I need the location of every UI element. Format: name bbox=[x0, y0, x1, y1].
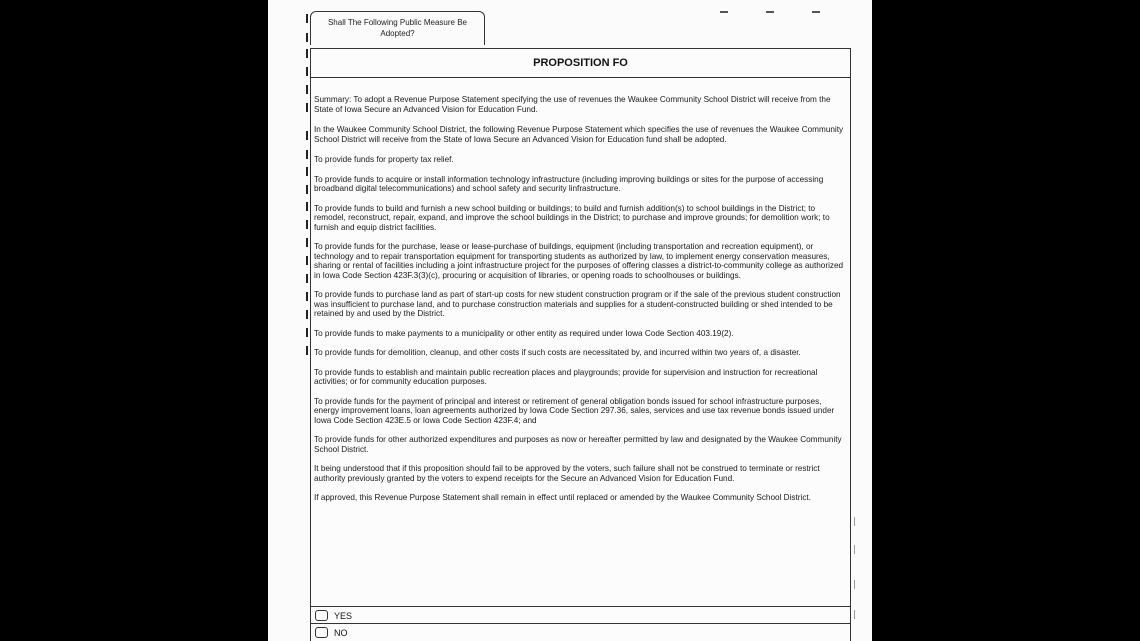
timing-mark bbox=[306, 346, 308, 355]
measure-question: Shall The Following Public Measure Be Adopted? bbox=[327, 18, 468, 38]
vote-option-yes[interactable] bbox=[311, 606, 850, 624]
purpose-paragraph: To provide funds to acquire or install information technology infrastructure (including improving buildings or sites for the purpose of accessing broadband digital telecommunications) and school safety and security linfrastructure. bbox=[314, 174, 824, 193]
timing-mark bbox=[766, 11, 774, 13]
intro-paragraph: In the Waukee Community School District, the following Revenue Purpose Statement which specifies the use of revenues the Waukee Community School District will receive from the State of Iowa Secure an Advanced Vision for Education fund shall be adopted. bbox=[314, 125, 844, 144]
yes-checkbox[interactable] bbox=[315, 610, 328, 621]
purpose-paragraph: To provide funds for the purchase, lease or lease-purchase of buildings, equipment (including transportation and recreation equipment), or technology and to repair transportation equipment for transporting students as authorized by law, to implement energy conservation measures, sharing or rental of facilities including a joint infrastructure project for the purposes of offering classes a district-to-community college as authorized in Iowa Code Section 423F.3(3)(c), procuring or acquisition of libraries, or opening roads to schoolhouses or buildings. bbox=[314, 242, 844, 280]
purpose-paragraph: To provide funds for other authorized expenditures and purposes as now or hereafter permitted by law and designated by the Waukee Community School District. bbox=[314, 435, 842, 454]
timing-mark bbox=[306, 310, 308, 319]
no-label: NO bbox=[334, 627, 348, 638]
purpose-paragraph: To provide funds for the payment of principal and interest or retirement of general obligation bonds issued for school infrastructure purposes, energy improvement loans, loan agreements authorized by Iowa Code Section 297.36, sales, services and use tax revenue bonds issued under Iowa Code Section 423E.5 or Iowa Code Section 423F.4; and bbox=[314, 396, 835, 425]
purpose-paragraph: To provide funds to build and furnish a new school building or buildings; to build and furnish addition(s) to school buildings in the District; to remodel, reconstruct, repair, expand, and improve the school buildings in the District; to purchase and improve grounds; for demolition work; to furnish and equip district facilities. bbox=[314, 203, 830, 232]
purpose-paragraph: To provide funds to establish and maintain public recreation places and playgrounds; provide for supervision and instruction for recreational activities; or for community education purposes. bbox=[314, 367, 818, 386]
timing-mark bbox=[306, 14, 308, 23]
effect-paragraph: If approved, this Revenue Purpose Statement shall remain in effect until replaced or amended by the Waukee Community School District. bbox=[314, 493, 811, 502]
timing-mark bbox=[812, 11, 820, 13]
timing-mark bbox=[306, 85, 308, 94]
timing-mark bbox=[306, 328, 308, 337]
timing-mark bbox=[306, 256, 308, 265]
purpose-paragraph: To provide funds to purchase land as part of start-up costs for new student construction program or if the sale of the previous student construction was insufficient to purchase land, and to purchase construction materials and supplies for a student-constructed building or shed intended to be retained by and used by the District. bbox=[314, 290, 841, 318]
timing-mark bbox=[854, 580, 855, 589]
proposition-box bbox=[310, 48, 851, 641]
purpose-paragraph: To provide funds for property tax relief. bbox=[314, 155, 454, 164]
ballot-page bbox=[268, 0, 872, 641]
timing-mark bbox=[854, 610, 855, 619]
summary-paragraph: Summary: To adopt a Revenue Purpose Statement specifying the use of revenues the Waukee Community School District will receive from the State of Iowa Secure an Advanced Vision for Education Fund. bbox=[314, 95, 831, 114]
timing-mark bbox=[306, 274, 308, 283]
timing-mark bbox=[854, 545, 855, 554]
timing-mark bbox=[306, 292, 308, 301]
purpose-paragraph: To provide funds for demolition, cleanup, and other costs if such costs are necessitated by, and incurred within two years of, a disaster. bbox=[314, 348, 801, 357]
timing-mark bbox=[306, 67, 308, 76]
timing-mark bbox=[306, 202, 308, 211]
measure-question-tab bbox=[310, 11, 485, 45]
proposition-title: PROPOSITION FO bbox=[311, 49, 850, 78]
timing-mark bbox=[306, 185, 308, 194]
timing-mark bbox=[306, 220, 308, 229]
timing-mark bbox=[306, 33, 308, 42]
timing-mark bbox=[306, 131, 308, 140]
timing-mark bbox=[306, 167, 308, 176]
no-checkbox[interactable] bbox=[315, 627, 328, 638]
yes-label: YES bbox=[334, 610, 353, 621]
vote-option-no[interactable] bbox=[311, 623, 850, 641]
timing-mark bbox=[306, 103, 308, 112]
timing-mark bbox=[854, 517, 855, 526]
timing-mark bbox=[306, 150, 308, 159]
purpose-paragraph: To provide funds to make payments to a municipality or other entity as required under Iowa Code Section 403.19(2). bbox=[314, 328, 734, 338]
timing-mark bbox=[720, 11, 728, 13]
condition-paragraph: It being understood that if this proposition should fail to be approved by the voters, such failure shall not be construed to terminate or restrict authority previously granted by the voters to expend receipts for the Secure an Advanced Vision for Education Fund. bbox=[314, 464, 820, 483]
proposition-body bbox=[311, 78, 850, 503]
timing-mark bbox=[306, 238, 308, 247]
timing-mark bbox=[306, 49, 308, 58]
